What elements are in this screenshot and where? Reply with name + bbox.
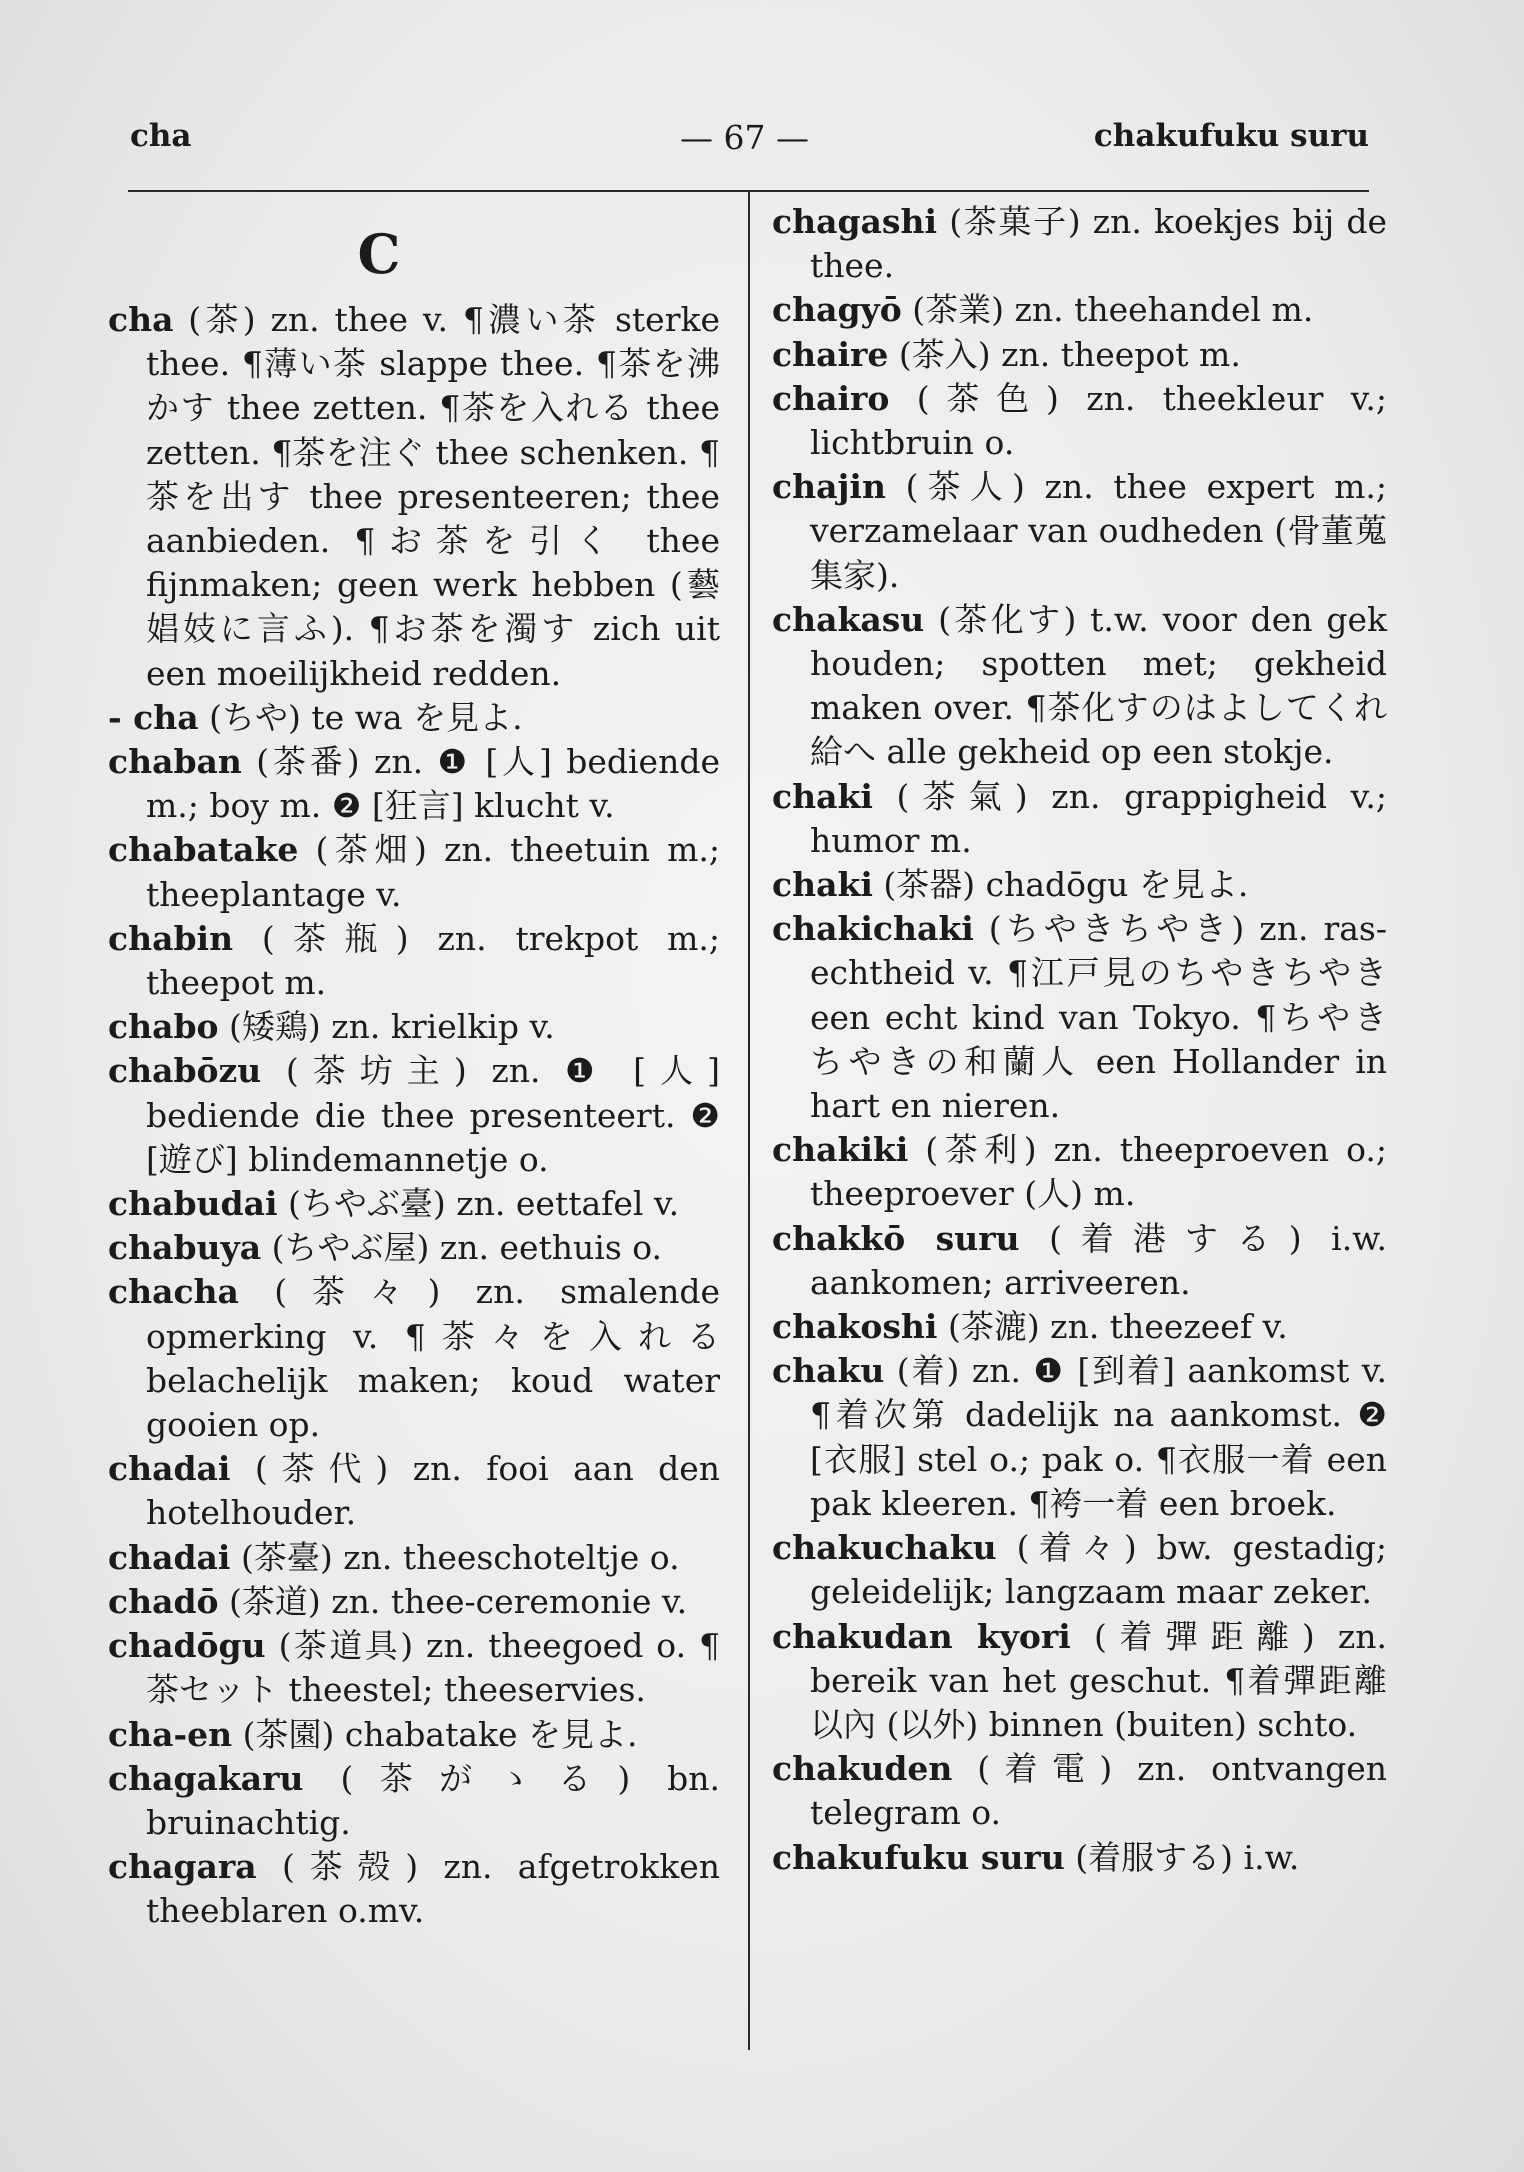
entry-definition: (茶瓶) zn. trekpot m.; theepot m. <box>146 918 720 1003</box>
entry-headword: chabōzu <box>108 1051 262 1091</box>
entry-headword: chaki <box>772 865 873 905</box>
running-head-right: chakufuku suru <box>1093 118 1369 154</box>
entry-definition: (茶臺) zn. theeschoteltje o. <box>230 1537 680 1577</box>
dictionary-entry <box>772 1615 1387 1748</box>
entry-definition: (茶菓子) zn. koekjes bij de thee. <box>810 202 1387 286</box>
entry-definition: (茶業) zn. theehandel m. <box>901 290 1314 330</box>
page-number: — 67 — <box>680 118 809 157</box>
entry-headword: chakoshi <box>772 1307 938 1347</box>
dictionary-entry <box>108 1757 720 1845</box>
dictionary-entry <box>108 1005 720 1049</box>
entry-definition: (茶) zn. thee v. ¶濃い茶 sterke thee. ¶薄い茶 slappe thee. ¶茶を沸かす thee zetten. ¶茶を入れる thee zetten. ¶茶を注ぐ thee schenken. ¶茶を出す thee presenteeren; thee aanbieden. ¶お茶を引く thee fijnmaken; geen werk hebben (藝娼妓に言ふ). ¶お茶を濁す zich uit een moeilijkheid redden. <box>146 300 720 693</box>
entry-headword: chaban <box>108 742 242 782</box>
dictionary-entry <box>772 200 1387 288</box>
entry-headword: chadai <box>108 1537 231 1577</box>
dictionary-entry <box>772 465 1387 598</box>
entry-definition: (茶がゝる) bn. bruinachtig. <box>146 1758 720 1842</box>
entry-headword: chajin <box>772 467 886 507</box>
entry-headword: chabo <box>108 1007 219 1047</box>
dictionary-entry <box>108 696 720 740</box>
entry-headword: chakuchaku <box>772 1528 997 1568</box>
entry-definition: (着) zn. ❶ [到着] aankomst v. ¶着次第 dadelijk na aankomst. ❷ [衣服] stel o.; pak o. ¶衣服一着 een pak kleeren. ¶袴一着 een broek. <box>810 1351 1387 1523</box>
entry-definition: (茶道) zn. thee-ceremonie v. <box>218 1581 688 1621</box>
entry-headword: chakichaki <box>772 909 974 949</box>
dictionary-entry <box>108 1049 720 1182</box>
entry-definition: (茶殻) zn. afgetrokken theeblaren o.mv. <box>146 1847 720 1931</box>
entry-headword: chagyō <box>772 290 902 330</box>
entry-headword: chabin <box>108 918 234 958</box>
dictionary-entry <box>108 1226 720 1270</box>
entry-headword: chaki <box>772 776 873 816</box>
entry-definition: (茶色) zn. theekleur v.; lichtbruin o. <box>810 378 1387 463</box>
dictionary-entry <box>772 1305 1387 1349</box>
entry-definition: (茶漉) zn. theezeef v. <box>937 1307 1288 1347</box>
entry-headword: chadō <box>108 1581 219 1621</box>
entry-definition: (着港する) i.w. aankomen; arriveeren. <box>810 1218 1387 1302</box>
dictionary-entry <box>108 1580 720 1624</box>
entry-headword: chakiki <box>772 1130 909 1170</box>
entry-headword: chakuden <box>772 1749 953 1789</box>
entry-definition: (茶々) zn. smalende opmerking v. ¶茶々を入れる belachelijk maken; koud water gooien op. <box>146 1272 720 1445</box>
dictionary-entry <box>108 740 720 828</box>
entry-definition: (ちやぶ屋) zn. eethuis o. <box>261 1228 663 1268</box>
entry-headword: chacha <box>108 1272 239 1312</box>
section-letter: C <box>357 222 401 286</box>
entry-definition: (矮鶏) zn. krielkip v. <box>218 1007 555 1047</box>
dictionary-entry <box>772 1128 1387 1216</box>
entry-definition: (茶人) zn. thee expert m.; verzamelaar van oudheden (骨董蒐集家). <box>810 467 1387 595</box>
right-entries <box>772 200 1387 1880</box>
entry-headword: cha <box>108 300 174 339</box>
dictionary-entry <box>772 907 1387 1128</box>
entry-headword: chagashi <box>772 202 938 241</box>
entry-definition: (茶道具) zn. theegoed o. ¶茶セット theestel; theeservies. <box>146 1626 720 1710</box>
dictionary-entry <box>772 1349 1387 1526</box>
dictionary-entry <box>772 1747 1387 1835</box>
entry-definition: (着彈距離) zn. bereik van het geschut. ¶着彈距離以內 (以外) binnen (buiten) schto. <box>810 1616 1387 1744</box>
dictionary-entry <box>772 598 1387 775</box>
entry-definition: (茶器) chadōgu を見よ. <box>872 865 1249 905</box>
dictionary-entry <box>772 1526 1387 1614</box>
dictionary-entry <box>772 1217 1387 1305</box>
entry-definition: (着電) zn. ontvangen telegram o. <box>810 1749 1387 1833</box>
dictionary-entry <box>108 1845 720 1933</box>
entry-headword: chagakaru <box>108 1758 304 1798</box>
entry-headword: chabatake <box>108 830 299 870</box>
entry-definition: (着々) bw. gestadig; geleidelijk; langzaam maar zeker. <box>810 1528 1387 1612</box>
entry-headword: chakkō suru <box>772 1218 1020 1258</box>
entry-definition: (茶坊主) zn. ❶ [人] bediende die thee presenteert. ❷ [遊び] blindemannetje o. <box>146 1051 720 1179</box>
left-entries <box>108 298 720 1934</box>
entry-headword: chaku <box>772 1351 885 1391</box>
entry-definition: (茶代) zn. fooi aan den hotelhouder. <box>146 1449 720 1533</box>
entry-definition: (茶氣) zn. grappigheid v.; humor m. <box>810 776 1387 860</box>
running-head-left: cha <box>130 118 192 154</box>
entry-headword: chabudai <box>108 1184 278 1224</box>
dictionary-entry <box>108 1536 720 1580</box>
entry-headword: - cha <box>108 697 199 737</box>
dictionary-entry <box>772 333 1387 377</box>
dictionary-entry <box>108 1713 720 1757</box>
entry-definition: (茶化す) t.w. voor den gek houden; spotten met; gekheid maken over. ¶茶化すのはよしてくれ給へ alle gekheid op een stokje. <box>810 599 1387 772</box>
dictionary-entry <box>108 828 720 916</box>
dictionary-entry <box>108 298 720 696</box>
entry-headword: chabuya <box>108 1228 262 1268</box>
entry-definition: (ちやぶ臺) zn. eettafel v. <box>277 1184 680 1224</box>
right-column <box>772 200 1387 1880</box>
entry-headword: chaire <box>772 334 889 374</box>
entry-headword: cha-en <box>108 1714 233 1754</box>
dictionary-entry <box>108 1182 720 1226</box>
entry-definition: (茶番) zn. ❶ [人] bediende m.; boy m. ❷ [狂言] klucht v. <box>146 742 720 826</box>
entry-headword: chadōgu <box>108 1626 266 1666</box>
entry-headword: chakasu <box>772 599 925 639</box>
column-divider <box>748 190 750 2050</box>
left-column <box>108 200 720 1934</box>
dictionary-entry <box>772 288 1387 332</box>
entry-headword: chakudan kyori <box>772 1616 1071 1656</box>
entry-headword: chadai <box>108 1449 231 1489</box>
dictionary-entry <box>108 1447 720 1535</box>
entry-definition: (ちや) te wa を見よ. <box>198 697 523 737</box>
dictionary-entry <box>108 1270 720 1447</box>
entry-definition: (茶利) zn. theeproeven o.; theeproever (人) m. <box>810 1130 1387 1214</box>
dictionary-entry <box>772 1836 1387 1880</box>
entry-definition: (茶畑) zn. theetuin m.; theeplantage v. <box>146 830 720 914</box>
dictionary-entry <box>772 775 1387 863</box>
dictionary-entry <box>772 863 1387 907</box>
dictionary-entry <box>108 1624 720 1712</box>
dictionary-entry <box>108 917 720 1005</box>
entry-definition: (茶園) chabatake を見よ. <box>232 1714 638 1754</box>
entry-headword: chairo <box>772 378 890 418</box>
dictionary-entry <box>772 377 1387 465</box>
entry-definition: (茶入) zn. theepot m. <box>888 334 1241 374</box>
entry-headword: chagara <box>108 1847 257 1887</box>
entry-definition: (ちやきちやき) zn. ras-echtheid v. ¶江戸見のちやきちやき een echt kind van Tokyo. ¶ちやきちやきの和蘭人 een Hollander in hart en nieren. <box>810 909 1387 1126</box>
entry-headword: chakufuku suru <box>772 1837 1065 1877</box>
entry-definition: (着服する) i.w. <box>1064 1837 1300 1877</box>
